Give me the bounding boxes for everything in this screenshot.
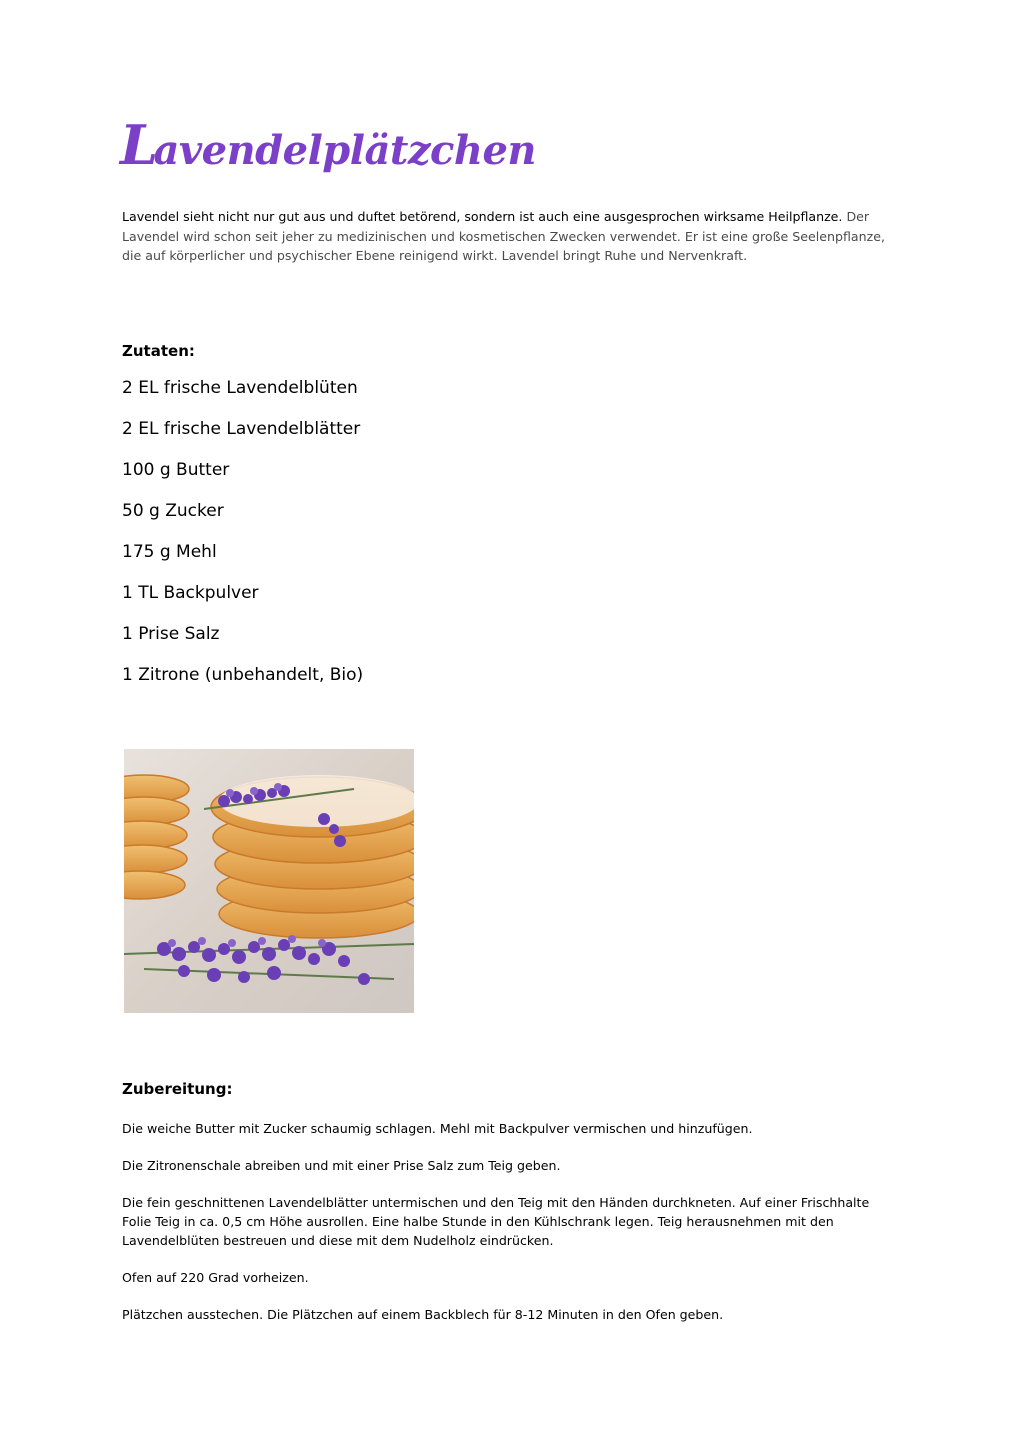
ingredient-item: 100 g Butter	[122, 460, 230, 480]
ingredient-item: 175 g Mehl	[122, 542, 217, 562]
title-initial: L	[120, 113, 158, 177]
ingredient-item: 1 Prise Salz	[122, 624, 220, 644]
intro-paragraph	[122, 207, 902, 266]
ingredients-list	[122, 378, 363, 706]
ingredient-item: 1 Zitrone (unbehandelt, Bio)	[122, 665, 364, 685]
preparation-step: Die Zitronenschale abreiben und mit einer Prise Salz zum Teig geben.	[122, 1158, 561, 1173]
title-rest: avendelplätzchen	[153, 127, 537, 174]
page-title	[120, 113, 537, 177]
preparation-heading: Zubereitung:	[122, 1080, 233, 1098]
ingredient-item: 50 g Zucker	[122, 501, 224, 521]
preparation-step: Ofen auf 220 Grad vorheizen.	[122, 1270, 309, 1285]
intro-part-2: Der Lavendel wird schon seit jeher zu medizinischen und kosmetischen Zwecken verwendet. Er ist eine große Seelenpflanze, die auf körperlicher und psychischer Ebene reinigend wirkt. Lavendel bringt Ruhe und Nervenkraft.	[122, 209, 885, 263]
preparation-step: Die fein geschnittenen Lavendelblätter untermischen und den Teig mit den Händen durchkneten. Auf einer Frischhalte Folie Teig in ca. 0,5 cm Höhe ausrollen. Eine halbe Stunde in den Kühlschrank legen. Teig herausnehmen mit den Lavendelblüten bestreuen und diese mit dem Nudelholz eindrücken.	[122, 1195, 870, 1248]
ingredient-item: 1 TL Backpulver	[122, 583, 259, 603]
preparation-step: Plätzchen ausstechen. Die Plätzchen auf einem Backblech für 8-12 Minuten in den Ofen geben.	[122, 1307, 724, 1322]
cookie-photo	[124, 749, 414, 1013]
ingredient-item: 2 EL frische Lavendelblätter	[122, 419, 361, 439]
preparation-steps	[122, 1119, 902, 1342]
intro-part-1: Lavendel sieht nicht nur gut aus und duftet betörend, sondern ist auch eine ausgesprochen wirksame Heilpflanze.	[122, 209, 843, 224]
preparation-step: Die weiche Butter mit Zucker schaumig schlagen. Mehl mit Backpulver vermischen und hinzufügen.	[122, 1121, 753, 1136]
ingredient-item: 2 EL frische Lavendelblüten	[122, 378, 358, 398]
ingredients-heading: Zutaten:	[122, 342, 195, 360]
